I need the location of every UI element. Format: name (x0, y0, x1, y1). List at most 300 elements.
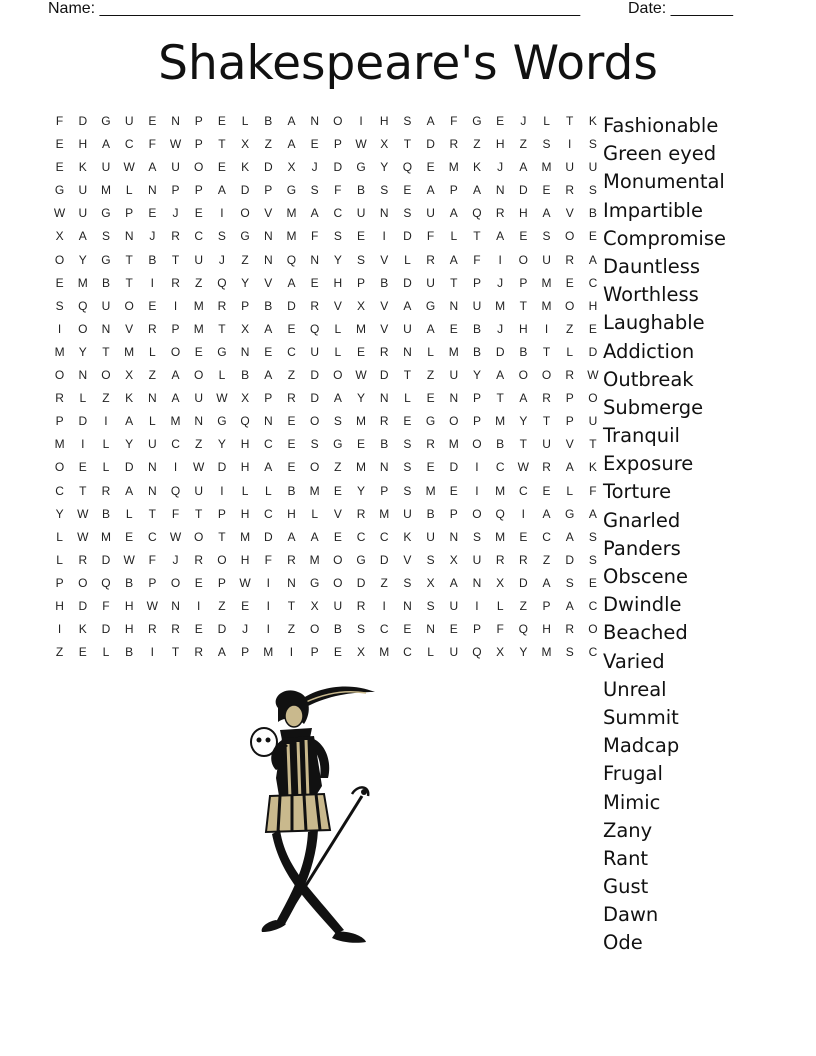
grid-cell: H (124, 598, 134, 613)
grid-cell: C (588, 275, 598, 290)
grid-cell: N (403, 344, 412, 359)
grid-cell: I (197, 598, 201, 613)
grid-cell: O (309, 622, 320, 637)
grid-cell: R (379, 414, 389, 429)
grid-cell: A (519, 160, 528, 175)
grid-cell: L (427, 344, 434, 359)
grid-cell: C (519, 483, 528, 498)
grid-cell: B (287, 483, 296, 498)
grid-cell: E (426, 391, 435, 406)
grid-cell: I (521, 506, 526, 521)
grid-cell: O (541, 368, 552, 383)
grid-cell: G (101, 114, 111, 128)
grid-cell: U (472, 298, 482, 313)
grid-cell: C (333, 206, 343, 221)
name-field-line[interactable]: Name: ______________________________________________________ (48, 0, 581, 17)
grid-cell: V (380, 252, 389, 267)
grid-cell: N (379, 460, 389, 475)
grid-cell: O (588, 622, 598, 637)
grid-cell: O (449, 414, 459, 429)
grid-cell: B (101, 506, 110, 521)
grid-cell: A (310, 529, 319, 544)
grid-cell: X (357, 298, 366, 313)
grid-cell: L (218, 368, 226, 383)
grid-cell: I (475, 483, 479, 498)
word-list-item: Addiction (603, 339, 695, 363)
grid-cell: I (266, 598, 270, 613)
grid-cell: D (426, 137, 435, 152)
grid-cell: N (148, 483, 157, 498)
grid-cell: T (496, 391, 504, 406)
grid-cell: H (542, 622, 551, 637)
grid-cell: P (171, 183, 180, 198)
grid-cell: D (101, 622, 111, 637)
grid-cell: A (565, 598, 574, 613)
grid-cell: B (125, 645, 134, 660)
grid-cell: D (356, 575, 366, 590)
grid-cell: L (241, 483, 249, 498)
grid-cell: U (310, 344, 319, 359)
grid-cell: T (125, 275, 133, 290)
grid-cell: M (193, 298, 204, 313)
grid-cell: M (100, 183, 111, 198)
grid-cell: B (588, 206, 597, 221)
grid-cell: L (149, 344, 156, 359)
grid-cell: V (565, 206, 574, 221)
grid-cell: A (310, 206, 319, 221)
grid-cell: N (240, 344, 250, 359)
grid-cell: J (218, 252, 225, 267)
grid-cell: U (449, 368, 459, 383)
grid-cell: B (241, 368, 250, 383)
grid-cell: W (53, 206, 66, 221)
grid-cell: T (125, 252, 133, 267)
grid-cell: W (123, 160, 135, 175)
grid-cell: Q (217, 275, 227, 290)
grid-cell: A (217, 645, 226, 660)
grid-cell: P (194, 137, 203, 152)
grid-cell: S (403, 575, 412, 590)
grid-cell: E (310, 275, 319, 290)
grid-cell: R (287, 552, 296, 567)
grid-cell: D (310, 391, 319, 406)
grid-cell: R (519, 552, 528, 567)
grid-cell: B (426, 506, 435, 521)
grid-cell: U (148, 437, 157, 452)
grid-row (48, 552, 605, 575)
grid-cell: O (54, 252, 65, 267)
grid-cell: A (148, 160, 157, 175)
grid-cell: Z (542, 552, 551, 567)
grid-row (48, 459, 605, 482)
grid-cell: K (78, 160, 87, 175)
grid-cell: W (587, 368, 599, 383)
grid-cell: N (263, 229, 273, 244)
grid-cell: T (403, 137, 412, 152)
header (48, 0, 748, 18)
grid-cell: I (266, 622, 270, 637)
grid-cell: S (310, 183, 319, 198)
grid-cell: O (170, 575, 181, 590)
grid-cell: A (333, 391, 342, 406)
grid-cell: N (148, 391, 157, 406)
grid-cell: R (565, 252, 575, 267)
grid-cell: R (78, 552, 88, 567)
grid-cell: B (380, 437, 389, 452)
grid-cell: H (124, 622, 134, 637)
grid-cell: I (475, 598, 479, 613)
date-field-line[interactable]: Date: _______ (628, 0, 733, 17)
grid-cell: S (426, 598, 435, 613)
grid-cell: M (286, 206, 297, 221)
grid-cell: H (240, 437, 250, 452)
grid-cell: V (264, 206, 273, 221)
grid-cell: S (542, 229, 551, 244)
grid-cell: N (287, 575, 296, 590)
grid-cell: I (382, 229, 386, 244)
grid-row (48, 298, 605, 321)
grid-cell: R (565, 622, 575, 637)
grid-cell: Q (240, 414, 250, 429)
grid-cell: Z (195, 275, 203, 290)
grid-cell: H (519, 206, 528, 221)
grid-cell: C (588, 598, 598, 613)
grid-cell: R (310, 298, 319, 313)
grid-cell: F (589, 483, 597, 498)
grid-cell: O (333, 552, 343, 567)
grid-cell: N (194, 414, 204, 429)
grid-cell: R (171, 622, 180, 637)
grid-cell: S (101, 229, 110, 244)
grid-cell: O (78, 575, 88, 590)
grid-cell: P (310, 645, 319, 660)
word-list-item: Unreal (603, 677, 667, 701)
grid-cell: P (148, 575, 157, 590)
grid-cell: E (264, 344, 273, 359)
grid-cell: I (475, 460, 479, 475)
grid-cell: S (333, 229, 342, 244)
grid-cell: M (495, 298, 506, 313)
grid-cell: E (449, 483, 458, 498)
grid-cell: C (495, 460, 505, 475)
grid-cell: G (333, 437, 343, 452)
grid-cell: Y (357, 391, 366, 406)
grid-cell: A (542, 506, 551, 521)
grid-cell: H (240, 552, 250, 567)
word-list-item: Dauntless (603, 254, 701, 278)
grid-cell: O (240, 206, 250, 221)
grid-cell: S (426, 552, 435, 567)
grid-cell: S (565, 575, 574, 590)
grid-cell: B (125, 575, 134, 590)
grid-cell: E (194, 344, 203, 359)
grid-cell: W (517, 460, 529, 475)
grid-cell: R (148, 321, 157, 336)
grid-cell: R (356, 598, 366, 613)
grid-cell: M (541, 645, 552, 660)
grid-cell: P (194, 183, 203, 198)
grid-cell: E (55, 160, 64, 175)
grid-cell: Y (519, 414, 528, 429)
grid-cell: G (240, 229, 250, 244)
grid-cell: S (357, 622, 366, 637)
grid-cell: N (449, 529, 459, 544)
grid-cell: X (125, 368, 134, 383)
grid-cell: Z (102, 391, 110, 406)
grid-cell: Q (170, 483, 181, 498)
grid-cell: D (379, 552, 389, 567)
grid-cell: S (588, 137, 597, 152)
grid-cell: E (148, 114, 157, 128)
grid-cell: E (333, 529, 342, 544)
grid-cell: B (357, 183, 366, 198)
grid-cell: P (333, 137, 342, 152)
grid-cell: D (101, 552, 111, 567)
grid-cell: D (78, 598, 88, 613)
grid-cell: U (101, 298, 111, 313)
grid-cell: E (588, 575, 597, 590)
grid-cell: A (125, 483, 134, 498)
grid-row (48, 321, 605, 344)
grid-cell: I (220, 206, 224, 221)
grid-cell: W (77, 506, 89, 521)
grid-cell: W (77, 529, 89, 544)
word-list-item: Tranquil (603, 424, 680, 448)
grid-cell: A (287, 529, 296, 544)
grid-cell: P (472, 275, 481, 290)
grid-cell: K (588, 114, 597, 128)
grid-cell: J (149, 229, 156, 244)
grid-cell: Z (287, 368, 296, 383)
grid-cell: Z (148, 368, 157, 383)
grid-cell: T (195, 506, 203, 521)
grid-cell: D (217, 622, 227, 637)
grid-cell: D (495, 344, 505, 359)
grid-cell: X (241, 137, 250, 152)
grid-cell: A (217, 183, 226, 198)
grid-cell: E (287, 437, 296, 452)
grid-cell: Z (264, 137, 272, 152)
grid-cell: O (518, 368, 529, 383)
grid-cell: O (565, 229, 575, 244)
grid-row (48, 506, 605, 529)
grid-cell: H (287, 506, 296, 521)
grid-cell: R (194, 552, 204, 567)
grid-cell: F (171, 506, 180, 521)
grid-cell: B (333, 622, 342, 637)
grid-row (48, 413, 605, 436)
grid-cell: E (449, 622, 458, 637)
grid-cell: U (78, 206, 88, 221)
grid-cell: E (287, 414, 296, 429)
grid-cell: M (356, 460, 367, 475)
grid-cell: I (104, 414, 108, 429)
grid-cell: E (55, 275, 64, 290)
grid-cell: M (286, 229, 297, 244)
grid-cell: Y (472, 368, 481, 383)
grid-cell: L (450, 229, 458, 244)
grid-cell: M (54, 437, 65, 452)
grid-cell: T (171, 252, 180, 267)
grid-cell: P (449, 506, 458, 521)
word-list (603, 112, 726, 958)
grid-cell: Z (519, 598, 528, 613)
grid-cell: N (263, 414, 273, 429)
grid-cell: O (194, 529, 204, 544)
grid-cell: C (148, 529, 157, 544)
grid-cell: L (427, 645, 434, 660)
grid-cell: S (542, 137, 551, 152)
grid-cell: D (287, 298, 296, 313)
grid-cell: S (55, 298, 64, 313)
grid-cell: O (170, 344, 181, 359)
grid-cell: N (263, 252, 273, 267)
grid-cell: T (519, 298, 528, 313)
grid-cell: C (171, 437, 180, 452)
grid-cell: Q (402, 160, 413, 175)
word-list-item: Beached (603, 621, 688, 645)
grid-cell: L (496, 598, 504, 613)
grid-cell: T (542, 344, 551, 359)
word-list-item: Green eyed (603, 142, 717, 166)
grid-cell: N (124, 229, 134, 244)
word-list-item: Outbreak (603, 367, 694, 391)
grid-cell: P (264, 391, 273, 406)
grid-cell: I (81, 437, 85, 452)
grid-cell: U (426, 206, 435, 221)
grid-cell: X (496, 575, 505, 590)
grid-cell: Y (125, 437, 134, 452)
grid-cell: E (287, 460, 296, 475)
grid-cell: E (519, 229, 528, 244)
grid-cell: V (380, 298, 389, 313)
grid-cell: S (310, 437, 319, 452)
grid-cell: P (449, 183, 458, 198)
grid-cell: G (425, 298, 436, 313)
grid-cell: O (194, 368, 204, 383)
grid-cell: N (310, 252, 319, 267)
grid-cell: R (171, 229, 180, 244)
grid-row (48, 275, 605, 298)
grid-cell: M (170, 414, 181, 429)
grid-cell: P (380, 483, 389, 498)
grid-cell: D (565, 552, 575, 567)
grid-cell: C (124, 137, 134, 152)
grid-cell: C (542, 529, 551, 544)
grid-cell: R (379, 344, 389, 359)
grid-cell: L (311, 506, 318, 521)
grid-cell: U (101, 160, 111, 175)
grid-cell: A (171, 391, 180, 406)
grid-cell: P (55, 414, 64, 429)
grid-cell: B (148, 252, 157, 267)
grid-cell: F (450, 114, 458, 128)
grid-cell: G (356, 552, 366, 567)
grid-cell: P (565, 391, 574, 406)
grid-cell: D (124, 460, 134, 475)
grid-cell: U (449, 645, 459, 660)
grid-cell: R (426, 437, 435, 452)
grid-cell: B (380, 275, 389, 290)
grid-cell: B (519, 344, 528, 359)
grid-row (48, 644, 605, 667)
grid-cell: W (355, 368, 367, 383)
grid-cell: A (426, 321, 435, 336)
grid-cell: R (565, 183, 575, 198)
grid-cell: A (472, 183, 481, 198)
grid-cell: Z (380, 575, 388, 590)
grid-cell: P (217, 506, 226, 521)
grid-cell: C (588, 645, 598, 660)
grid-cell: E (125, 529, 134, 544)
grid-cell: I (173, 460, 178, 475)
grid-cell: I (57, 321, 62, 336)
grid-cell: I (568, 137, 572, 152)
grid-cell: X (449, 552, 458, 567)
grid-cell: S (403, 437, 412, 452)
grid-cell: G (356, 160, 366, 175)
grid-cell: V (333, 506, 342, 521)
grid-cell: S (403, 206, 412, 221)
grid-cell: S (333, 414, 342, 429)
grid-cell: I (382, 598, 386, 613)
grid-cell: S (588, 183, 597, 198)
grid-cell: E (287, 321, 296, 336)
grid-cell: U (194, 252, 204, 267)
grid-cell: N (472, 575, 482, 590)
grid-cell: T (79, 483, 87, 498)
grid-cell: M (495, 483, 506, 498)
grid-cell: U (403, 506, 412, 521)
grid-cell: A (287, 137, 296, 152)
grid-row (48, 483, 605, 506)
grid-cell: Y (519, 645, 528, 660)
grid-cell: M (495, 414, 506, 429)
word-list-item: Gust (603, 875, 649, 899)
grid-cell: D (333, 160, 343, 175)
grid-cell: E (449, 321, 458, 336)
grid-cell: F (102, 598, 110, 613)
grid-cell: E (357, 229, 366, 244)
grid-cell: S (588, 529, 597, 544)
grid-cell: Z (566, 321, 574, 336)
word-list-item: Laughable (603, 311, 705, 335)
grid-cell: G (286, 183, 297, 198)
grid-cell: E (403, 414, 412, 429)
grid-cell: K (588, 460, 597, 475)
grid-cell: N (101, 321, 111, 336)
jester-illustration-icon (240, 678, 385, 948)
grid-cell: K (472, 160, 481, 175)
grid-cell: H (55, 598, 64, 613)
grid-cell: G (101, 206, 111, 221)
grid-cell: Q (286, 252, 297, 267)
grid-cell: M (541, 160, 552, 175)
grid-cell: Y (241, 275, 250, 290)
grid-cell: U (588, 414, 598, 429)
grid-cell: U (356, 206, 366, 221)
grid-cell: T (218, 529, 226, 544)
word-list-item: Summit (603, 705, 679, 729)
grid-cell: V (264, 275, 273, 290)
word-list-item: Dwindle (603, 593, 682, 617)
grid-cell: L (404, 391, 411, 406)
grid-cell: F (148, 552, 157, 567)
grid-cell: N (148, 460, 157, 475)
word-list-item: Compromise (603, 226, 727, 250)
grid-row (48, 598, 605, 621)
grid-cell: U (588, 160, 598, 175)
